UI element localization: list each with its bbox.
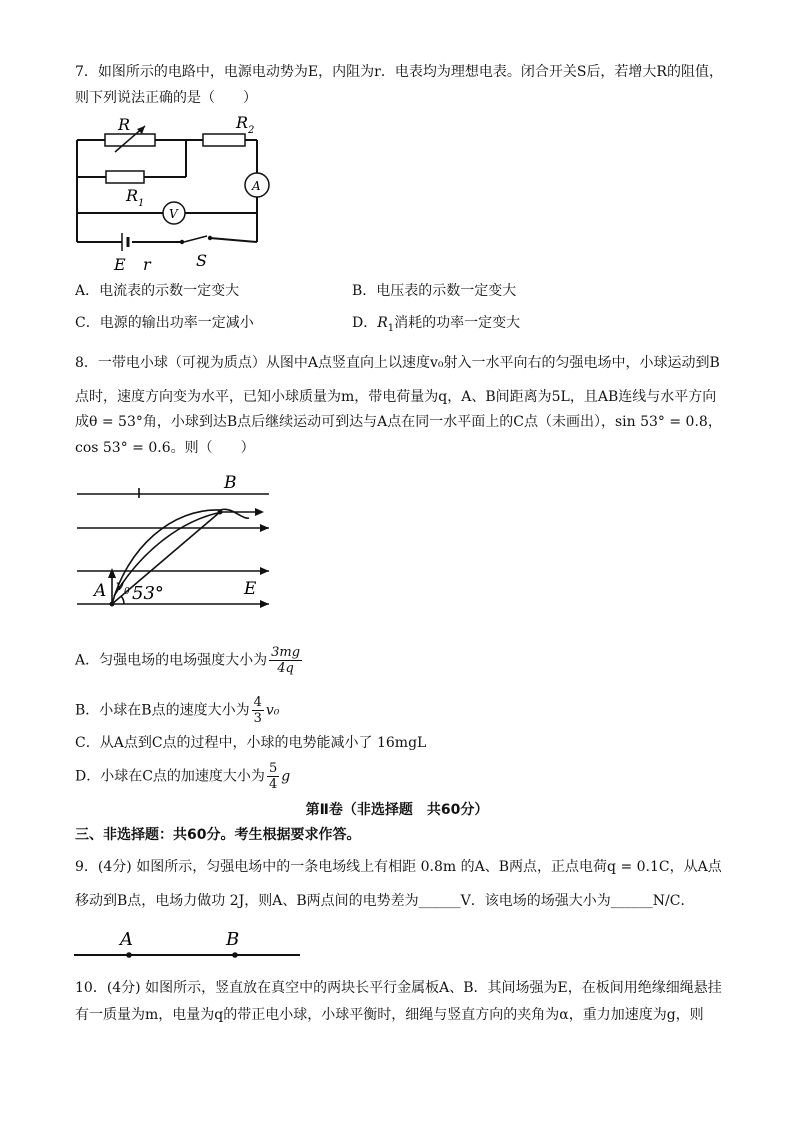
q8-option-b: B．小球在B点的速度大小为 $\frac{4}{3}$ v₀ <box>75 695 280 726</box>
resistor-R2 <box>203 134 245 146</box>
label-B: B <box>226 929 240 950</box>
label-A: A <box>120 929 133 950</box>
q7-circuit-diagram <box>70 112 280 274</box>
ammeter-label: A <box>252 179 261 193</box>
switch-S <box>180 240 184 244</box>
q8-field-diagram <box>72 468 277 618</box>
q8-stem-line3: 成θ = 53°角，小球到达B点后继续运动可到达与A点在同一水平面上的C点（未画出），sin 53° = 0.8， <box>75 414 722 430</box>
q7-option-c: C．电源的输出功率一定减小 <box>75 315 254 331</box>
q8-option-d: D．小球在C点的加速度大小为 $\frac{5}{4}$ g <box>75 761 291 792</box>
q9-stem-line2: 移动到B点，电场力做功 2J，则A、B两点间的电势差为______V．该电场的场强大小为______N/C． <box>75 893 695 909</box>
q8-stem-line4: cos 53° = 0.6。则（ ） <box>75 440 255 456</box>
q8-option-a: A．匀强电场的电场强度大小为 $\frac{3mg}{4q}$ <box>75 645 301 676</box>
label-v0-sub: 0 <box>124 587 130 597</box>
q8-stem-line1: 8．一带电小球（可视为质点）从图中A点竖直向上以速度v₀射入一水平向右的匀强电场中，小球运动到B <box>75 355 720 371</box>
label-R2: R <box>236 113 249 132</box>
label-B: B <box>224 473 237 493</box>
label-S: S <box>196 251 207 270</box>
q10-stem-line2: 有一质量为m，电量为q的带正电小球，小球平衡时，细绳与竖直方向的夹角为α，重力加速度为g，则 <box>75 1007 704 1023</box>
section3-heading: 三、非选择题：共60分。考生根据要求作答。 <box>75 827 361 843</box>
label-E: E <box>114 255 126 274</box>
label-v0: v <box>116 578 124 594</box>
part2-title: 第Ⅱ卷（非选择题 共60分） <box>305 802 489 818</box>
label-r: r <box>143 255 151 274</box>
q9-stem-line1: 9．(4分) 如图所示，匀强电场中的一条电场线上有相距 0.8m 的A、B两点，正点电荷q = 0.1C，从A点 <box>75 859 722 875</box>
label-R2-sub: 2 <box>248 125 255 136</box>
resistor-R1 <box>106 171 144 183</box>
q7-stem-line2: 则下列说法正确的是（ ） <box>75 90 257 106</box>
label-R: R <box>118 115 131 134</box>
q7-option-d: D．$R_1$消耗的功率一定变大 <box>352 315 521 334</box>
label-R1-sub: 1 <box>138 198 145 209</box>
q8-option-c: C．从A点到C点的过程中，小球的电势能减小了 16mgL <box>75 735 427 751</box>
label-R1: R <box>126 186 139 205</box>
label-E: E <box>244 579 257 599</box>
label-A: A <box>94 581 107 601</box>
q7-option-a: A．电流表的示数一定变大 <box>75 283 240 299</box>
q10-stem-line1: 10．(4分) 如图所示，竖直放在真空中的两块长平行金属板A、B．其间场强为E，在板间用绝缘细绳悬挂 <box>75 980 722 996</box>
q7-option-b: B．电压表的示数一定变大 <box>352 283 517 299</box>
q8-stem-line2: 点时，速度方向变为水平，已知小球质量为m，带电荷量为q，A、B间距离为5L，且AB连线与水平方向 <box>75 389 717 405</box>
rheostat-R <box>105 134 155 146</box>
q7-stem-line1: 7．如图所示的电路中，电源电动势为E，内阻为r．电表均为理想电表。闭合开关S后，若增大R的阻值， <box>75 64 723 80</box>
q9-field-line-diagram <box>72 925 304 965</box>
label-angle: 53° <box>132 583 164 604</box>
voltmeter-label: V <box>169 207 178 221</box>
